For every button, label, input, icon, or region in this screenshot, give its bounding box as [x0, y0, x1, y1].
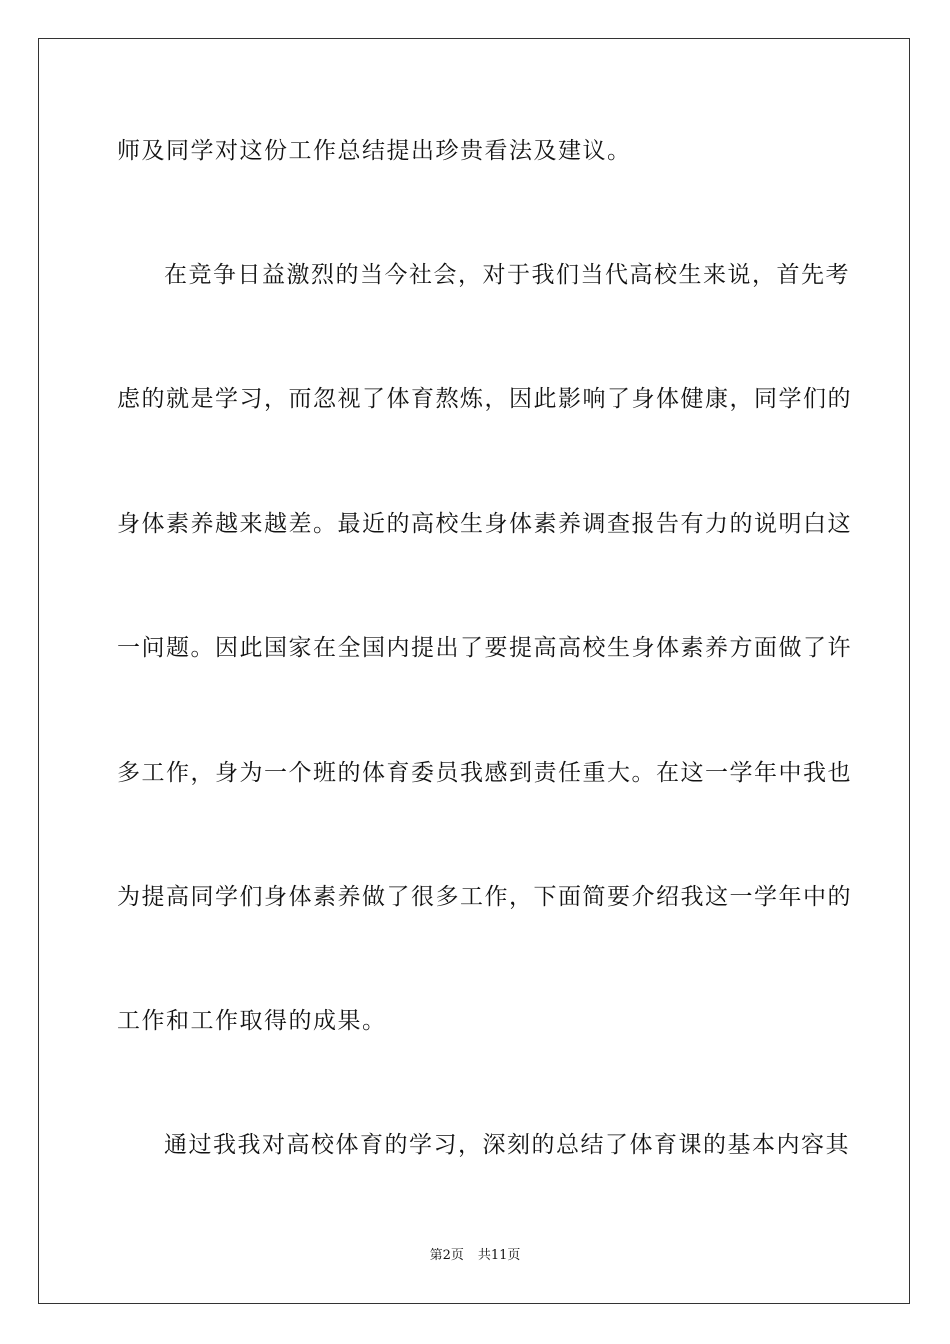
- text-line-1: 师及同学对这份工作总结提出珍贵看法及建议。: [117, 138, 632, 164]
- text-line-8: 工作和工作取得的成果。: [117, 1008, 387, 1034]
- text-line-5: 一问题。因此国家在全国内提出了要提高高校生身体素养方面做了许: [117, 635, 852, 661]
- page-border: [38, 38, 910, 1304]
- page-footer: [0, 1247, 950, 1265]
- text-line-7: 为提高同学们身体素养做了很多工作，下面简要介绍我这一学年中的: [117, 884, 852, 910]
- text-line-6: 多工作，身为一个班的体育委员我感到责任重大。在这一学年中我也: [117, 760, 852, 786]
- text-line-9: 通过我我对高校体育的学习，深刻的总结了体育课的基本内容其: [164, 1132, 850, 1158]
- text-line-3: 虑的就是学习，而忽视了体育熬炼，因此影响了身体健康，同学们的: [117, 386, 852, 412]
- text-line-2: 在竞争日益激烈的当今社会，对于我们当代高校生来说，首先考: [164, 262, 850, 288]
- page-total: 共11页: [477, 1248, 521, 1263]
- text-line-4: 身体素养越来越差。最近的高校生身体素养调查报告有力的说明白这: [117, 511, 852, 537]
- page-number: 第2页: [429, 1248, 464, 1263]
